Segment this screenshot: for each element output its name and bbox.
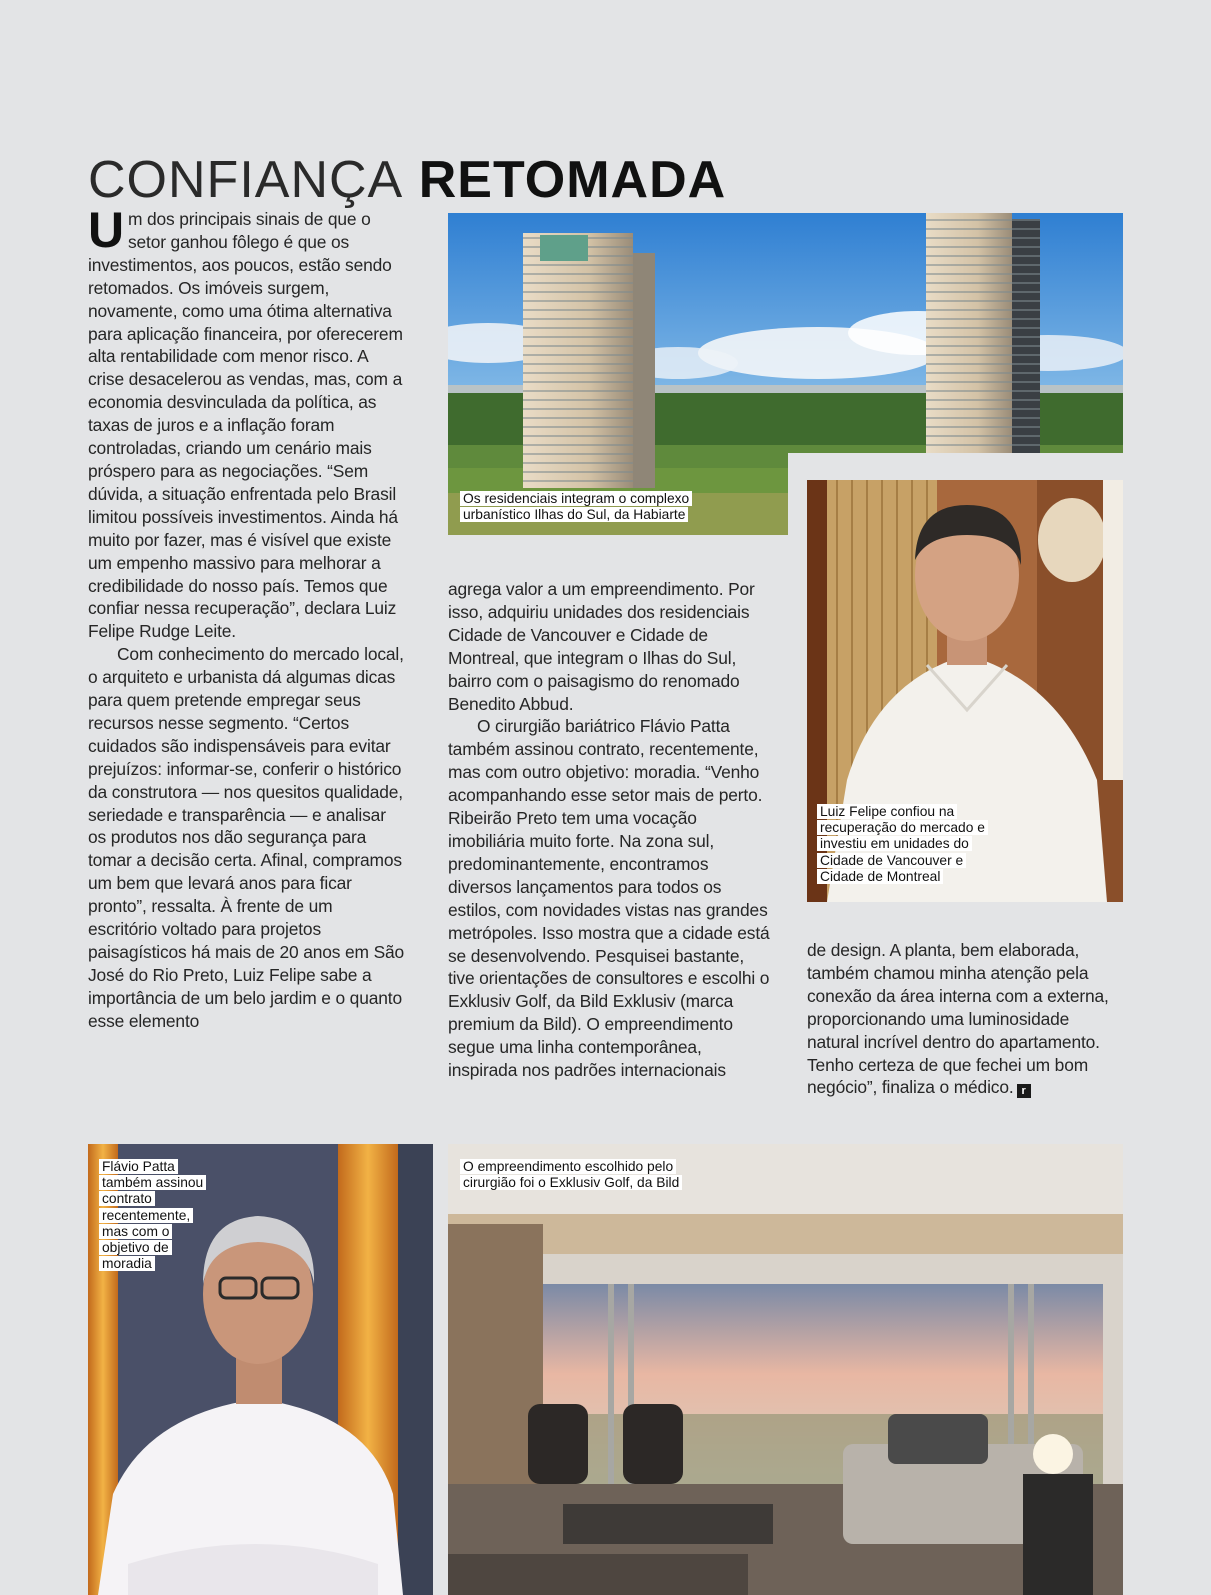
interior-illustration — [448, 1144, 1123, 1595]
caption-text: Flávio Patta também assinou contrato recentemente, mas com o objetivo de moradia — [99, 1159, 206, 1271]
text-column-2 — [448, 578, 774, 1082]
paragraph: O cirurgião bariátrico Flávio Patta também assinou contrato, recentemente, mas com outro objetivo: moradia. “Venho acompanhando esse setor mais de perto. Ribeirão Preto tem uma vocação imobiliária muito forte. Na zona sul, predominantemente, encontramos diversos lançamentos para todos os estilos, com novidades vistas nas grandes metrópoles. Isso mostra que a cidade está se desenvolvendo. Pesquisei bastante, tive orientações de consultores e escolhi o Exklusiv Golf, da Bild Exklusiv (marca premium da Bild). O empreendimento segue uma linha contemporânea, inspirada nos padrões internacionais — [448, 716, 770, 1081]
caption-text: O empreendimento escolhido pelo cirurgião foi o Exklusiv Golf, da Bild — [460, 1159, 682, 1190]
article-title — [88, 150, 726, 210]
text-column-3 — [807, 939, 1123, 1099]
paragraph: Com conhecimento do mercado local, o arquiteto e urbanista dá algumas dicas para quem pretende empregar seus recursos nesse segmento. “Certos cuidados são indispensáveis para evitar prejuízos: informar-se, conferir o histórico da construtora — nos quesitos qualidade, seriedade e transparência — e analisar os produtos nos dão segurança para tomar a decisão certa. Afinal, compramos um bem que levará anos para ficar pronto”, ressalta. À frente de um escritório voltado para projetos paisagísticos há mais de 20 anos em São José do Rio Preto, Luiz Felipe sabe a importância de um belo jardim e o quanto esse elemento — [88, 644, 405, 1031]
luiz-felipe-caption — [817, 804, 1007, 885]
title-light: CONFIANÇA — [88, 151, 404, 209]
interior-photo — [448, 1144, 1123, 1595]
interior-caption — [460, 1159, 720, 1191]
paragraph-text: m dos principais sinais de que o setor ganhou fôlego é que os investimentos, aos poucos, estão sendo retomados. Os imóveis surgem, novamente, como uma ótima alternativa para aplicação financeira, por oferecerem alta rentabilidade com menor risco. A crise desacelerou as vendas, mas, com a economia desvinculada da política, as taxas de juros e a inflação foram controladas, criando um cenário mais próspero para as negociações. “Sem dúvida, a situação enfrentada pelo Brasil limitou possíveis investimentos. Ainda há muito por fazer, mas é visível que existe um empenho massivo para melhorar a credibilidade do nosso país. Temos que confiar nessa recuperação”, declara Luiz Felipe Rudge Leite. — [88, 209, 403, 642]
towers-caption — [460, 491, 730, 523]
caption-text: Luiz Felipe confiou na recuperação do mercado e investiu em unidades do Cidade de Vancouver e Cidade de Montreal — [817, 804, 988, 884]
paragraph — [807, 939, 1123, 1099]
text-column-1 — [88, 202, 406, 1033]
paragraph-text: de design. A planta, bem elaborada, também chamou minha atenção pela conexão da área interna com a externa, proporcionando uma luminosidade natural incrível dentro do apartamento. Tenho certeza de que fechei um bom negócio”, finaliza o médico. — [807, 940, 1109, 1098]
paragraph — [88, 202, 406, 643]
title-bold: RETOMADA — [418, 151, 727, 209]
end-mark-icon: r — [1017, 1084, 1031, 1098]
flavio-patta-caption — [99, 1159, 209, 1272]
caption-text: Os residenciais integram o complexo urbanístico Ilhas do Sul, da Habiarte — [460, 491, 692, 522]
paragraph: agrega valor a um empreendimento. Por isso, adquiriu unidades dos residenciais Cidade de Vancouver e Cidade de Montreal, que integram o Ilhas do Sul, bairro com o paisagismo do renomado Benedito Abbud. — [448, 579, 755, 714]
drop-cap: U — [88, 202, 124, 258]
